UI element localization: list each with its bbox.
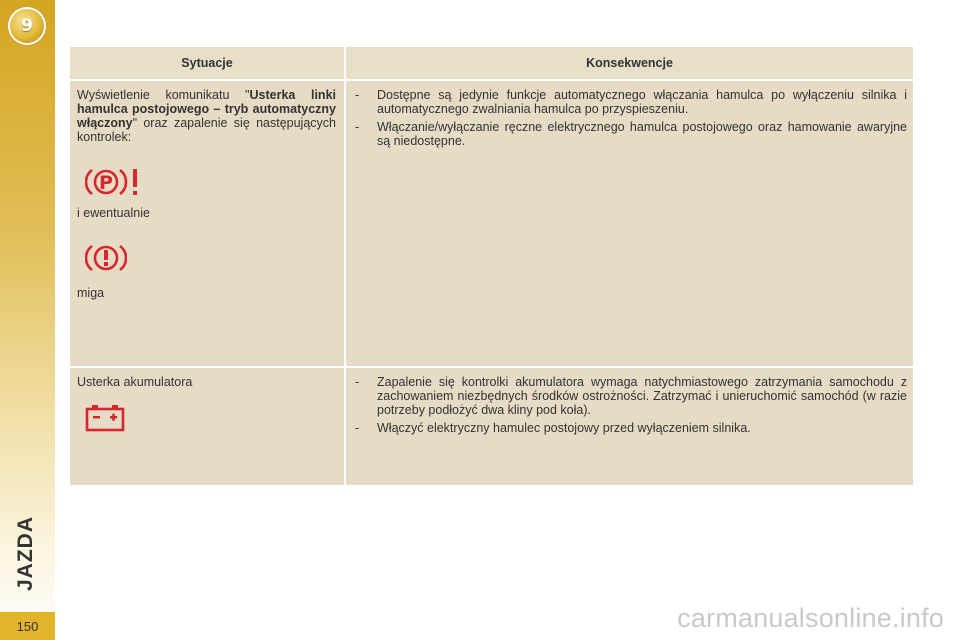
situation-text-after: " oraz zapalenie się następujących kontrolek: <box>77 116 336 144</box>
header-situation: Sytuacje <box>69 46 345 80</box>
between-text: i ewentualnie <box>77 206 150 220</box>
warning-table <box>68 45 915 487</box>
situation-text <box>77 88 336 144</box>
svg-text:P: P <box>99 172 113 194</box>
table-row <box>69 80 914 367</box>
situation-cell <box>69 80 345 367</box>
section-label <box>14 565 38 591</box>
battery-warning-icon <box>85 403 336 433</box>
situation-text-before: Wyświetlenie komunikatu " <box>77 88 250 102</box>
situation-text: Usterka akumulatora <box>77 375 193 389</box>
header-consequences: Konsekwencje <box>345 46 914 80</box>
consequences-cell <box>345 80 914 367</box>
list-item: - Włączyć elektryczny hamulec postojowy przed wyłączeniem silnika. <box>355 421 751 435</box>
list-item: - Włączanie/wyłączanie ręczne elektrycznego hamulca postojowego oraz hamowanie awaryjne są niedostępne. <box>355 120 907 148</box>
page-number: 150 <box>0 612 55 640</box>
watermark: carmanualsonline.info <box>677 603 944 633</box>
table-header-row <box>69 46 914 80</box>
list-item: - Dostępne są jedynie funkcje automatycznego włączania hamulca po wyłączeniu silnika i automatycznego zwalniania hamulca po przyspieszeniu. <box>355 88 907 116</box>
situation-message-bold: Usterka linki hamulca postojowego – tryb automatyczny włączony <box>77 88 336 130</box>
consequences-cell <box>345 367 914 486</box>
brake-system-alert-icon <box>85 242 336 274</box>
table-row <box>69 367 914 486</box>
chapter-badge: 9 <box>10 9 44 43</box>
end-text: miga <box>77 286 105 300</box>
parking-brake-warning-icon <box>85 166 336 198</box>
list-item: - Zapalenie się kontrolki akumulatora wymaga natychmiastowego zatrzymania samochodu z zachowaniem niezbędnych środków ostrożności. Zatrzymać i unieruchomić samochód (w razie potrzeby podłożyć dwa kliny pod koła). <box>355 375 907 417</box>
situation-cell <box>69 367 345 486</box>
